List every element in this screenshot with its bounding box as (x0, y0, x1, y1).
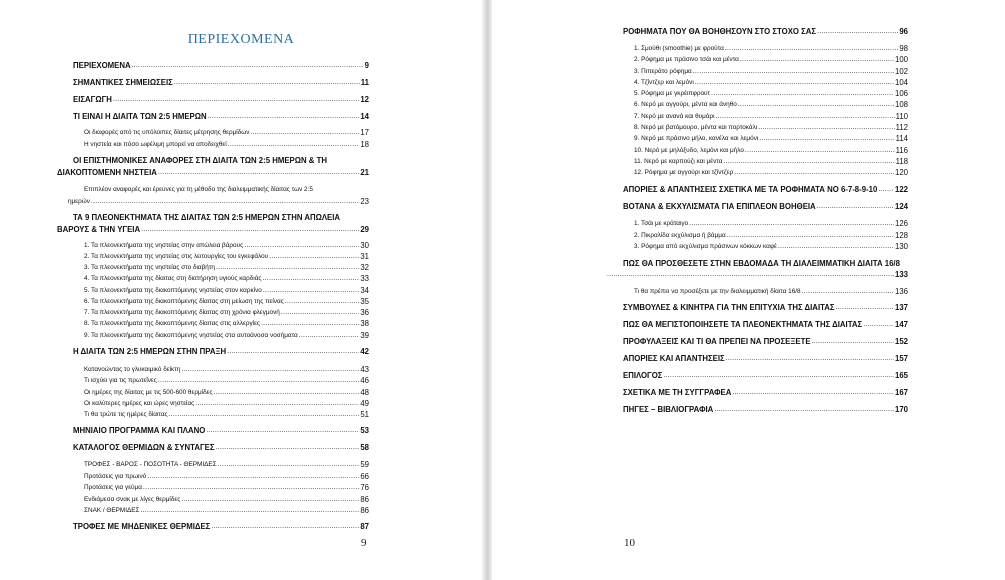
toc-page-number: 165 (894, 371, 908, 380)
toc-entry[interactable] (84, 459, 369, 470)
leader-dots (214, 387, 360, 398)
toc-page-number: 21 (360, 168, 369, 177)
toc-page-number: 12 (360, 95, 369, 104)
leader-dots (141, 224, 359, 235)
toc-entry-text: ΣΥΜΒΟΥΛΕΣ & ΚΙΝΗΤΡΑ ΓΙΑ ΤΗΝ ΕΠΙΤΥΧΙΑ ΤΗΣ ΔΙΑΙΤΑΣ (623, 303, 835, 312)
toc-entry[interactable] (84, 139, 369, 150)
leader-dots (802, 286, 894, 297)
toc-page-number: 126 (894, 219, 908, 228)
leader-dots (836, 302, 894, 313)
toc-page-number: 152 (894, 337, 908, 346)
toc-entry[interactable] (623, 26, 908, 37)
toc-entry[interactable] (73, 111, 369, 122)
toc-entry[interactable] (73, 60, 369, 71)
leader-dots (863, 319, 894, 330)
toc-page-number: 49 (360, 399, 369, 408)
toc-page-number: 102 (894, 67, 908, 76)
toc-page-number: 30 (360, 241, 369, 250)
leader-dots (812, 336, 894, 347)
leader-dots (206, 425, 359, 436)
toc-page-number: 58 (360, 443, 369, 452)
toc-entry-text: ΤΡΟΦΕΣ ΜΕ ΜΗΔΕΝΙΚΕΣ ΘΕΡΜΙΔΕΣ (73, 522, 211, 531)
toc-entry-text: Η ΔΙΑΙΤΑ ΤΩΝ 2:5 ΗΜΕΡΩΝ ΣΤΗΝ ΠΡΑΞΗ (73, 347, 227, 356)
leader-dots (689, 218, 894, 229)
toc-page-number: 14 (360, 112, 369, 121)
toc-page-number: 147 (894, 320, 908, 329)
toc-page-number: 36 (360, 308, 369, 317)
toc-entry[interactable] (634, 133, 908, 144)
toc-entry-text: ΒΟΤΑΝΑ & ΕΚΧΥΛΙΣΜΑΤΑ ΓΙΑ ΕΠΙΠΛΕΟΝ ΒΟΗΘΕΙΑ (623, 202, 816, 211)
toc-entry-text: ΣΝΑΚ / ΘΕΡΜΙΔΕΣ (84, 507, 140, 514)
toc-entry-text: Προτάσεις για πρωινό (84, 473, 147, 480)
toc-page-number: 137 (894, 303, 908, 312)
leader-dots (281, 307, 359, 318)
toc-entry[interactable] (623, 370, 908, 381)
leader-dots (758, 122, 894, 133)
leader-dots (181, 494, 359, 505)
toc-entry[interactable] (84, 471, 369, 482)
toc-page-number: 33 (360, 274, 369, 283)
toc-entry-text: ΡΟΦΗΜΑΤΑ ΠΟΥ ΘΑ ΒΟΗΘΗΣΟΥΝ ΣΤΟ ΣΤΟΧΟ ΣΑΣ (623, 27, 817, 36)
leader-dots (878, 184, 894, 195)
leader-dots (285, 296, 360, 307)
toc-entry-text: 4. Τα πλεονεκτήματα της δίαιτας στη διατήρηση υγιούς καρδιάς (84, 275, 262, 282)
toc-entry[interactable] (84, 494, 369, 505)
leader-dots (263, 273, 360, 284)
leader-dots (174, 77, 360, 88)
toc-entry[interactable] (84, 387, 369, 398)
toc-entry-text: ΠΡΟΦΥΛΑΞΕΙΣ ΚΑΙ ΤΙ ΘΑ ΠΡΕΠΕΙ ΝΑ ΠΡΟΣΕΞΕΤΕ (623, 337, 811, 346)
toc-entry-text: ΔΙΑΚΟΠΤΟΜΕΝΗ ΝΗΣΤΕΙΑ (57, 168, 157, 177)
toc-entry[interactable] (84, 127, 369, 138)
toc-page-number: 53 (360, 426, 369, 435)
toc-entry[interactable] (634, 77, 908, 88)
toc-entry[interactable] (84, 482, 369, 493)
toc-entry-text: 2. Πικραλίδα εκχύλισμα ή βάμμα (634, 232, 726, 239)
leader-dots (208, 111, 360, 122)
toc-page-number: 9 (364, 61, 369, 70)
toc-entry-text: ΠΗΓΕΣ – ΒΙΒΛΙΟΓΡΑΦΙΑ (623, 405, 714, 414)
leader-dots (216, 442, 360, 453)
toc-page-number: 170 (894, 405, 908, 414)
toc-entry[interactable] (634, 122, 908, 133)
toc-entry[interactable] (634, 145, 908, 156)
toc-entry[interactable] (634, 286, 908, 297)
leader-dots (663, 370, 894, 381)
toc-entry[interactable] (84, 285, 369, 296)
toc-page-number: 43 (360, 365, 369, 374)
toc-entry[interactable] (634, 230, 908, 241)
toc-page-number: 86 (360, 506, 369, 515)
leader-dots (91, 196, 359, 207)
toc-entry[interactable] (623, 336, 908, 347)
toc-page-number: 167 (894, 388, 908, 397)
toc-entry[interactable] (634, 167, 908, 178)
leader-dots (727, 230, 894, 241)
toc-page-number: 96 (899, 27, 908, 36)
toc-entry[interactable] (623, 353, 908, 364)
toc-entry-text: 6. Τα πλεονεκτήματα της διακοπτόμενης δίαιτας στη μείωση της πείνας (84, 298, 284, 305)
toc-page-number: 110 (895, 112, 908, 121)
toc-page-number: 23 (360, 197, 369, 206)
toc-entry-text: 2. Τα πλεονεκτήματα της νηστείας στις λειτουργίες του εγκεφάλου (84, 253, 269, 260)
leader-dots (147, 471, 359, 482)
leader-dots (227, 346, 359, 357)
leader-dots (261, 318, 359, 329)
right-page (492, 0, 1005, 580)
leader-dots (716, 111, 895, 122)
toc-entry[interactable] (623, 184, 908, 195)
toc-entry-text: ημερών (68, 198, 90, 205)
toc-entry[interactable] (73, 442, 369, 453)
leader-dots (263, 285, 359, 296)
toc-entry-text: Η νηστεία και πόσο ωφέλιμη μπορεί να αποδειχθεί (84, 141, 227, 148)
toc-entry-text: Τι θα τρώτε τις ημέρες δίαιτας (84, 411, 168, 418)
toc-entry[interactable] (84, 262, 369, 273)
toc-entry-text: 10. Νερό με μηλόξυδο, λεμόνι και μήλο (634, 147, 744, 154)
toc-entry[interactable] (73, 346, 369, 357)
toc-entry-text: ΣΗΜΑΝΤΙΚΕΣ ΣΗΜΕΙΩΣΕΙΣ (73, 78, 173, 87)
toc-entry[interactable] (73, 521, 369, 532)
leader-dots (725, 43, 899, 54)
toc-page-number: 87 (360, 522, 369, 531)
toc-entry[interactable] (84, 375, 369, 386)
leader-dots (693, 66, 894, 77)
toc-entry[interactable] (73, 94, 369, 105)
toc-page-number: 130 (894, 242, 908, 251)
leader-dots (745, 145, 895, 156)
leader-dots (269, 251, 359, 262)
toc-entry[interactable] (634, 66, 908, 77)
leader-dots (158, 375, 359, 386)
leader-dots (607, 269, 894, 280)
toc-page-number: 39 (360, 331, 369, 340)
leader-dots (732, 387, 894, 398)
leader-dots (181, 364, 359, 375)
leader-dots (759, 133, 894, 144)
leader-dots (218, 459, 360, 470)
toc-entry-text: 2. Ρόφημα με πράσινο τσάι και μέντα (634, 56, 739, 63)
toc-entry[interactable] (73, 77, 369, 88)
toc-page-number: 106 (894, 89, 908, 98)
leader-dots (216, 262, 359, 273)
toc-entry-text: Οι ημέρες της δίαιτας με τις 500-600 θερμίδες (84, 389, 213, 396)
toc-entry-line1[interactable]: ΟΙ ΕΠΙΣΤΗΜΟΝΙΚΕΣ ΑΝΑΦΟΡΕΣ ΣΤΗ ΔΙΑΙΤΑ ΤΩΝ 2:5 ΗΜΕΡΩΝ & ΤΗ (73, 156, 327, 165)
toc-entry-text: ΠΕΡΙΕΧΟΜΕΝΑ (73, 61, 131, 70)
leader-dots (740, 54, 894, 65)
toc-entry-text: 12. Ρόφημα με αγγούρι και τζίντζερ (634, 169, 734, 176)
toc-entry-text: 3. Ρόφημα από εκχύλισμα πράσινων κόκκων καφέ (634, 243, 777, 250)
toc-entry-text: Ενδιάμεσα σνακ με λίγες θερμίδες (84, 496, 181, 503)
toc-entry[interactable] (57, 224, 369, 235)
leader-dots (143, 482, 359, 493)
leader-dots (817, 26, 898, 37)
toc-entry-text: 4. Τζίντζερ και λεμόνι (634, 79, 694, 86)
toc-page-number: 46 (360, 376, 369, 385)
toc-entry-text: Προτάσεις για γεύμα (84, 484, 142, 491)
toc-entry-text: ΠΩΣ ΘΑ ΜΕΓΙΣΤΟΠΟΙΗΣΕΤΕ ΤΑ ΠΛΕΟΝΕΚΤΗΜΑΤΑ ΤΗΣ ΔΙΑΙΤΑΣ (623, 320, 863, 329)
toc-title: ΠΕΡΙΕΧΟΜΕΝΑ (187, 32, 295, 47)
toc-entry-text: ΤΙ ΕΙΝΑΙ Η ΔΙΑΙΤΑ ΤΩΝ 2:5 ΗΜΕΡΩΝ (73, 112, 207, 121)
toc-page-number: 35 (360, 297, 369, 306)
leader-dots (169, 409, 360, 420)
toc-entry-text: 11. Νερό με καρπούζι και μέντα (634, 158, 723, 165)
toc-page-number: 120 (894, 168, 908, 177)
toc-entry-text: Κατανοώντας το γλυκαιμικό δείκτη (84, 366, 181, 373)
leader-dots (299, 330, 360, 341)
toc-entry-text: Οι καλύτερες ημέρες και ώρες νηστείας (84, 400, 195, 407)
toc-entry-text: ΚΑΤΑΛΟΓΟΣ ΘΕΡΜΙΔΩΝ & ΣΥΝΤΑΓΕΣ (73, 443, 215, 452)
toc-entry-text: Οι διαφορές από τις υπόλοιπες δίαιτες μέτρησης θερμίδων (84, 129, 250, 136)
leader-dots (113, 94, 359, 105)
toc-entry-line1[interactable]: ΤΑ 9 ΠΛΕΟΝΕΚΤΗΜΑΤΑ ΤΗΣ ΔΙΑΙΤΑΣ ΤΩΝ 2:5 ΗΜΕΡΩΝ ΣΤΗΝ ΑΠΩΛΕΙΑ (73, 213, 341, 222)
leader-dots (817, 201, 894, 212)
toc-entry[interactable] (84, 273, 369, 284)
toc-page-number: 29 (360, 225, 369, 234)
toc-page-number: 133 (894, 270, 908, 279)
leader-dots (714, 404, 894, 415)
toc-page-number: 112 (895, 123, 908, 132)
toc-entry[interactable] (84, 409, 369, 420)
toc-entry-text: 5. Τα πλεονεκτήματα της διακοπτόμενης νηστείας στον καρκίνο (84, 287, 262, 294)
toc-page-number: 118 (895, 157, 908, 166)
toc-entry-text: 8. Τα πλεονεκτήματα της διακοπτόμενης δίαιτας στις αλλεργίες (84, 320, 261, 327)
toc-page-number: 100 (894, 55, 908, 64)
toc-page-number: 66 (360, 472, 369, 481)
toc-entry[interactable] (84, 364, 369, 375)
toc-page-number: 108 (894, 100, 908, 109)
toc-page-number: 38 (360, 319, 369, 328)
toc-page-number: 136 (894, 287, 908, 296)
toc-entry-text: 3. Τα πλεονεκτήματα της νηστείας στο διαβήτη (84, 264, 215, 271)
toc-page-number: 124 (894, 202, 908, 211)
leader-dots (244, 240, 359, 251)
toc-entry[interactable] (634, 111, 908, 122)
leader-dots (211, 521, 359, 532)
toc-entry-text: 7. Τα πλεονεκτήματα της διακοπτόμενης δίαιτας στη χρόνια φλεγμονή (84, 309, 280, 316)
toc-page-number: 11 (360, 78, 369, 87)
toc-entry-text: ΜΗΝΙΑΙΟ ΠΡΟΓΡΑΜΜΑ ΚΑΙ ΠΛΑΝΟ (73, 426, 206, 435)
toc-page-number: 42 (360, 347, 369, 356)
toc-entry[interactable] (634, 241, 908, 252)
toc-entry[interactable] (84, 505, 369, 516)
left-page (0, 0, 482, 580)
toc-entry[interactable] (634, 43, 908, 54)
toc-page-number: 157 (894, 354, 908, 363)
toc-page-number: 86 (360, 495, 369, 504)
toc-entry[interactable] (73, 425, 369, 436)
leader-dots (734, 167, 894, 178)
toc-entry[interactable] (623, 319, 908, 330)
toc-entry[interactable] (84, 296, 369, 307)
toc-page-number: 116 (895, 146, 908, 155)
toc-page-number: 32 (360, 263, 369, 272)
leader-dots (250, 127, 359, 138)
leader-dots (141, 505, 360, 516)
leader-dots (158, 167, 359, 178)
toc-entry[interactable] (84, 330, 369, 341)
toc-entry-text: 1. Τσάι με κράταιγο (634, 220, 689, 227)
toc-entry[interactable] (634, 218, 908, 229)
leader-dots (711, 88, 894, 99)
toc-entry-text: ΤΡΟΦΕΣ - ΒΑΡΟΣ - ΠΟΣΟΤΗΤΑ - ΘΕΡΜΙΔΕΣ (84, 461, 217, 468)
leader-dots (778, 241, 894, 252)
toc-entry-text: 1. Τα πλεονεκτήματα της νηστείας στην απώλεια βάρους (84, 242, 244, 249)
toc-entry[interactable] (623, 302, 908, 313)
leader-dots (695, 77, 894, 88)
toc-entry-text: ΑΠΟΡΙΕΣ & ΑΠΑΝΤΗΣΕΙΣ ΣΧΕΤΙΚΑ ΜΕ ΤΑ ΡΟΦΗΜΑΤΑ ΝΟ 6-7-8-9-10 (623, 185, 878, 194)
toc-entry-text: 9. Νερό με πράσινο μήλο, κανέλα και λεμόνι (634, 135, 759, 142)
toc-entry-text: 7. Νερό με ανανά και θυμάρι (634, 113, 715, 120)
toc-page-number: 98 (899, 44, 908, 53)
toc-page-number: 31 (360, 252, 369, 261)
toc-page-number: 114 (895, 134, 908, 143)
toc-entry[interactable] (623, 404, 908, 415)
toc-page-number: 48 (360, 388, 369, 397)
left-page-number: 9 (361, 537, 367, 549)
toc-entry-text: Τι θα πρέπει να προσέξετε με την διαλειμματική δίαιτα 16/8 (634, 288, 801, 295)
toc-entry[interactable] (623, 201, 908, 212)
toc-entry-text: 9. Τα πλεονεκτήματα της διακοπτόμενης νηστείας στα αυτοάνοσα νοσήματα (84, 332, 298, 339)
toc-entry-line1[interactable]: ΠΩΣ ΘΑ ΠΡΟΣΘΕΣΕΤΕ ΣΤΗΝ ΕΒΔΟΜΑΔΑ ΤΗ ΔΙΑΛΕΙΜΜΑΤΙΚΗ ΔΙΑΙΤΑ 16/8 (623, 259, 900, 268)
toc-entry[interactable] (606, 269, 908, 280)
toc-page-number: 76 (360, 483, 369, 492)
toc-page-number: 34 (360, 286, 369, 295)
book-gutter (482, 0, 492, 580)
toc-page-number: 59 (360, 460, 369, 469)
toc-entry-text: Τι ισχύει για τις πρωτεΐνες (84, 377, 157, 384)
leader-dots (228, 139, 360, 150)
toc-page-number: 51 (360, 410, 369, 419)
toc-entry-text: 5. Ρόφημα με γκρέιπφρουτ (634, 90, 711, 97)
toc-entry-text: ΕΙΣΑΓΩΓΗ (73, 95, 112, 104)
toc-entry-text: 8. Νερό με βατόμουρο, μέντα και πορτοκάλι (634, 124, 758, 131)
toc-entry-text: 3. Πιπεράτο ρόφημα (634, 68, 692, 75)
toc-page-number: 122 (894, 185, 908, 194)
toc-entry-text: ΕΠΙΛΟΓΟΣ (623, 371, 663, 380)
leader-dots (726, 353, 894, 364)
toc-page-number: 18 (360, 140, 369, 149)
toc-entry[interactable] (57, 167, 369, 178)
right-page-number: 10 (624, 537, 635, 549)
leader-dots (132, 60, 364, 71)
toc-entry[interactable] (634, 88, 908, 99)
toc-entry-text: ΒΑΡΟΥΣ & ΤΗΝ ΥΓΕΙΑ (57, 225, 141, 234)
toc-entry[interactable] (84, 318, 369, 329)
toc-entry-text: ΑΠΟΡΙΕΣ ΚΑΙ ΑΠΑΝΤΗΣΕΙΣ (623, 354, 725, 363)
toc-entry[interactable] (68, 196, 369, 207)
toc-entry[interactable] (634, 156, 908, 167)
leader-dots (195, 398, 359, 409)
toc-entry[interactable] (634, 99, 908, 110)
leader-dots (723, 156, 894, 167)
toc-entry-text: 1. Σμούθι (smoothie) με φρούτα (634, 45, 724, 52)
toc-entry[interactable] (84, 398, 369, 409)
toc-page-number: 128 (894, 231, 908, 240)
toc-entry-text: 6. Νερό με αγγούρι, μέντα και άνηθο (634, 101, 737, 108)
leader-dots (738, 99, 894, 110)
toc-entry[interactable] (84, 240, 369, 251)
toc-page-number: 104 (894, 78, 908, 87)
toc-entry-line1[interactable]: Επιπλέον αναφορές και έρευνες για τη μέθοδο της διαλειμματικής δίαιτας των 2:5 (84, 186, 313, 193)
toc-entry[interactable] (634, 54, 908, 65)
toc-entry[interactable] (623, 387, 908, 398)
toc-entry[interactable] (84, 307, 369, 318)
toc-page-number: 17 (360, 128, 369, 137)
toc-entry-text: ΣΧΕΤΙΚΑ ΜΕ ΤΗ ΣΥΓΓΡΑΦΕΑ (623, 388, 732, 397)
toc-entry[interactable] (84, 251, 369, 262)
